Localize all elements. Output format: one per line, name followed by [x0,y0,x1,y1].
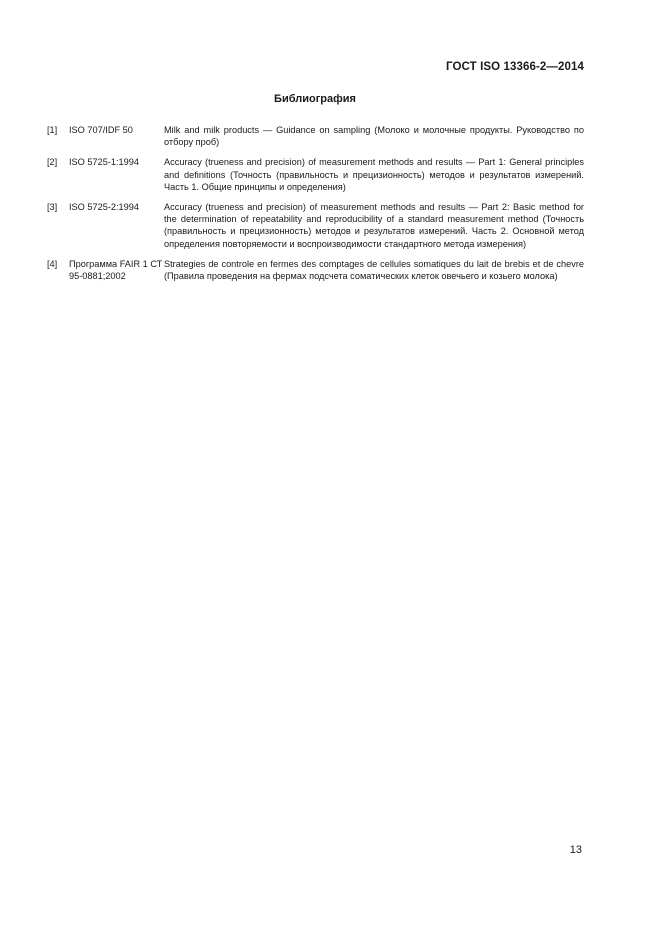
bibliography-number: [1] [47,125,58,135]
bibliography-list [47,124,584,290]
page-number: 13 [569,844,582,856]
bibliography-number: [2] [47,157,58,168]
bibliography-code: ISO 707/IDF 50 [69,125,133,135]
bibliography-entry-3 [47,201,584,250]
document-header-standard-code: ГОСТ ISO 13366-2—2014 [446,61,584,73]
bibliography-text: Accuracy (trueness and precision) of measurement methods and results — Part 2: Basic method for the determination of repeatability and reproducibility of a standard measurement method (Точность (правильность и прецизионность) методов и результатов измерений. Часть 2. Основной метод определения повторяемости и воспроизводимости стандартного метода измерения) [164,202,584,249]
bibliography-entry-1 [47,124,584,148]
section-title: Библиография [274,93,356,105]
bibliography-number: [3] [47,202,58,213]
bibliography-code: ISO 5725-1:1994 [69,157,139,168]
bibliography-number: [4] [47,258,58,269]
bibliography-text: Strategies de controle en fermes des comptages de cellules somatiques du lait de brebis et de chevre (Правила проведения на фермах подсчета соматических клеток овечьего и козьего молока) [164,258,584,282]
bibliography-entry-4 [47,258,584,282]
bibliography-text: Milk and milk products — Guidance on sampling (Молоко и молочные продукты. Руководство по отбору проб) [164,125,584,148]
bibliography-code: ISO 5725-2:1994 [69,202,139,213]
bibliography-entry-2 [47,156,584,193]
bibliography-code: Программа FAIR 1 СТ 95-0881;2002 [69,258,163,282]
bibliography-text: Accuracy (trueness and precision) of measurement methods and results — Part 1: General principles and definitions (Точность (правильность и прецизионность) методов и результатов измерений. Часть 1. Общие принципы и определения) [164,157,584,192]
